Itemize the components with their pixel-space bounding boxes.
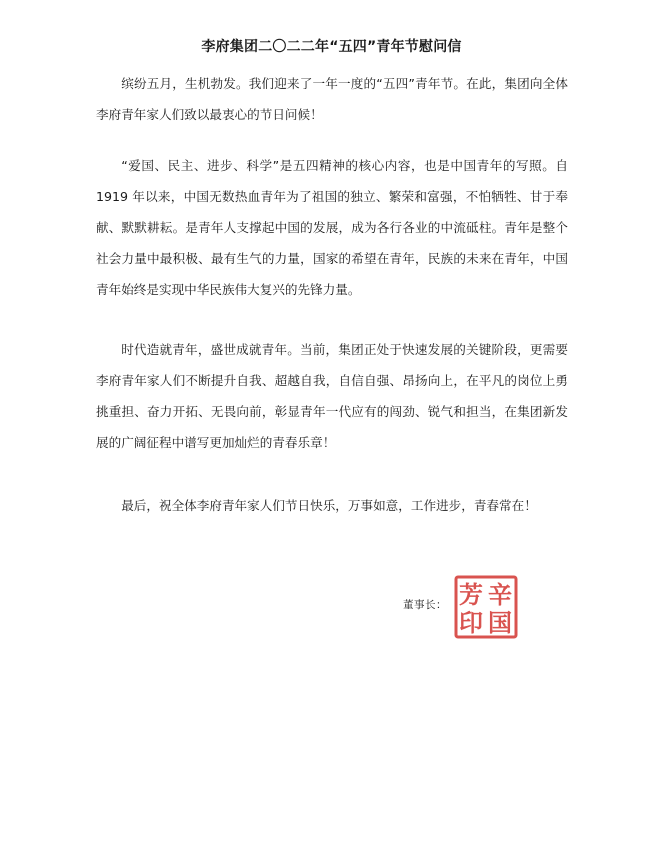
paragraph-era-and-youth: 时代造就青年，盛世成就青年。当前，集团正处于快速发展的关键阶段，更需要李府青年家人们不断提升自我、超越自我，自信自强、昂扬向上，在平凡的岗位上勇挑重担、奋力开拓、无畏向前，彰显青年一代应有的闯劲、锐气和担当，在集团新发展的广阔征程中谱写更加灿烂的青春乐章！: [96, 342, 568, 450]
seal-graphic: [454, 575, 518, 639]
seal-char-top-left: 芳: [459, 580, 483, 609]
chairman-seal-stamp: [454, 575, 518, 639]
paragraph-may-fourth-spirit: “爱国、民主、进步、科学”是五四精神的核心内容，也是中国青年的写照。自 1919 年以来，中国无数热血青年为了祖国的独立、繁荣和富强，不怕牺牲、甘于奉献、默默耕耘。是青年人支撑起中国的发展，成为各行各业的中流砥柱。青年是整个社会力量中最积极、最有生气的力量，国家的希望在青年，民族的未来在青年，中国青年始终是实现中华民族伟大复兴的先锋力量。: [96, 158, 568, 297]
paragraph-closing-wishes: 最后，祝全体李府青年家人们节日快乐，万事如意，工作进步，青春常在！: [121, 498, 537, 513]
paragraph-greeting: 缤纷五月，生机勃发。我们迎来了一年一度的“五四”青年节。在此，集团向全体李府青年家人们致以最衷心的节日问候！: [96, 76, 568, 122]
letter-title: 李府集团二〇二二年“五四”青年节慰问信: [201, 39, 462, 55]
seal-char-bottom-right: 国: [488, 608, 512, 637]
seal-char-bottom-left: 印: [459, 608, 483, 637]
seal-char-top-right: 辛: [488, 580, 512, 609]
signer-label: 董事长：: [403, 599, 447, 611]
